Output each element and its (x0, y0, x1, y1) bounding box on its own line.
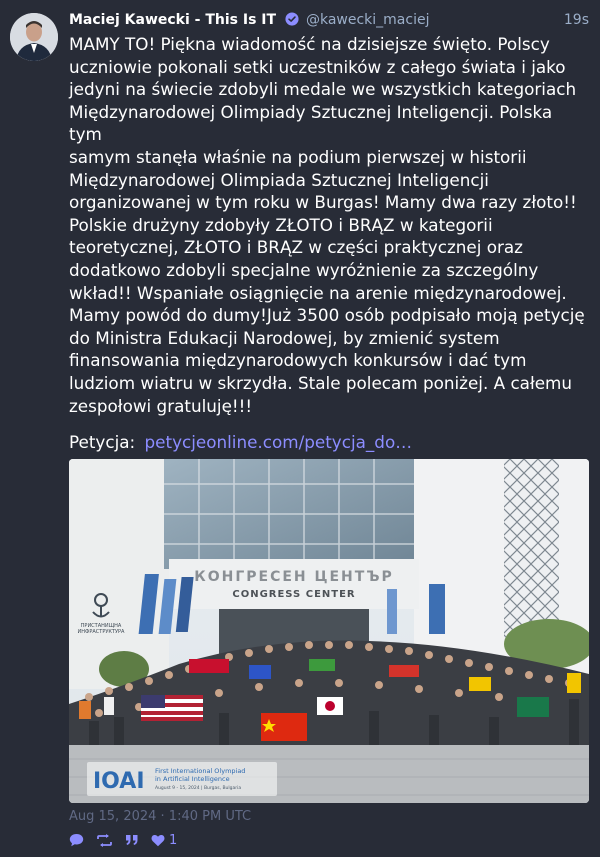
boost-button[interactable] (96, 834, 113, 847)
ioai-logo: IOAI (93, 769, 145, 794)
favourite-count: 1 (169, 832, 178, 848)
group-photo (69, 459, 589, 803)
reply-icon (69, 833, 84, 847)
building-sign-latin: CONGRESS CENTER (232, 589, 356, 600)
media-attachment[interactable] (69, 459, 589, 803)
heart-icon (151, 834, 165, 847)
quote-icon (125, 834, 139, 846)
post-header (69, 10, 589, 30)
author-handle[interactable]: @kawecki_maciej (305, 12, 430, 28)
petition-label: Petycja: (69, 432, 136, 452)
port-sign-line1: ПРИСТАНИЩНА (80, 623, 122, 629)
quote-button[interactable] (125, 834, 139, 846)
action-bar (69, 831, 189, 849)
relative-time[interactable]: 19s (563, 12, 589, 28)
favourite-button[interactable] (151, 833, 177, 848)
us-flag-graphic (141, 695, 203, 721)
ioai-watermark (87, 762, 277, 796)
verified-badge-icon (285, 12, 299, 26)
watermark-line3: August 9 - 15, 2024 | Burgas, Bulgaria (155, 786, 242, 791)
reply-button[interactable] (69, 833, 84, 847)
author-name[interactable]: Maciej Kawecki - This Is IT (69, 12, 277, 28)
petition-link[interactable]: petycjeonline.com/petycja_do… (144, 432, 412, 452)
boost-icon (96, 834, 113, 847)
avatar-image (10, 13, 58, 61)
avatar[interactable] (10, 13, 58, 61)
watermark-line1: First International Olympiad (155, 767, 246, 775)
building-sign-cyrillic: КОНГРЕСЕН ЦЕНТЪР (194, 569, 394, 585)
watermark-line2: in Artificial Intelligence (155, 775, 230, 783)
post-content: MAMY TO! Piękna wiadomość na dzisiejsze święto. Polscy uczniowie pokonali setki uczestników z całego świata i jako jedyni na świecie zdobyli medale we wszystkich kategoriach Międzynarodowej Olimpiady Sztucznej Inteligencji. Polska tym samym stanęła właśnie na podium pierwszej w historii Międzynarodowej Olimpiada Sztucznej Inteligencji organizowanej w tym roku w Burgas! Mamy dwa razy złoto!! Polskie drużyny zdobyły ZŁOTO i BRĄZ w kategorii teoretycznej, ZŁOTO i BRĄZ w części praktycznej oraz dodatkowo zdobyli specjalne wyróżnienie za szczególny wkład!! Wspaniałe osiągnięcie na arenie międzynarodowej. Mamy powód do dumy!Już 3500 osób podpisało moją petycję do Ministra Edukacji Narodowej, by zmienić system finansowania międzynarodowych konkursów i dać tym ludziom wiatru w skrzydła. Stale polecam poniżej. A całemu zespołowi gratuluję!!! (69, 34, 585, 416)
port-sign-line2: ИНФРАСТРУКТУРА (77, 629, 125, 635)
post-timestamp[interactable]: Aug 15, 2024 · 1:40 PM UTC (69, 809, 252, 824)
petition-line (69, 431, 412, 454)
